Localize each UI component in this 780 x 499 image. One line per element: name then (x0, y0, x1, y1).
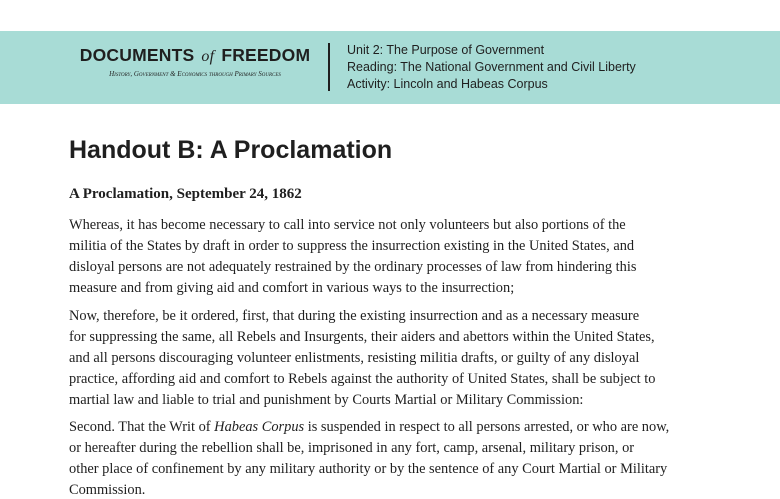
proclamation-heading: A Proclamation, September 24, 1862 (69, 186, 302, 202)
text-segment: is suspended in respect to all persons arrested, or who are now, (304, 419, 670, 435)
paragraph-line: militia of the States by draft in order to suppress the insurrection existing in the United States, and (69, 238, 635, 254)
activity-label: Activity: Lincoln and Habeas Corpus (347, 77, 548, 91)
paragraph-line: for suppressing the same, all Rebels and Insurgents, their aiders and abettors within the United States, (69, 329, 655, 345)
habeas-corpus-italic: Habeas Corpus (214, 419, 305, 435)
text-segment: Second. That the Writ of (69, 419, 215, 435)
documents-of-freedom-logo (75, 44, 315, 79)
brand-title-documents: DOCUMENTS (79, 45, 195, 65)
brand-subtitle: History, Government & Economics through Primary Sources (109, 70, 281, 78)
paragraph-line: Commission. (69, 482, 146, 498)
header-band (0, 31, 780, 104)
brand-title (75, 44, 315, 68)
brand-title-freedom: FREEDOM (221, 45, 311, 65)
paragraph-line (69, 417, 729, 438)
paragraph-whereas (69, 215, 729, 299)
paragraph-line: and all persons discouraging volunteer enlistments, resisting militia drafts, or guilty of any disloyal (69, 350, 640, 366)
paragraph-line: practice, affording aid and comfort to Rebels against the authority of United States, shall be subject to (69, 371, 656, 387)
unit-info (347, 42, 636, 93)
paragraph-second (69, 417, 729, 499)
paragraph-line: or hereafter during the rebellion shall be, imprisoned in any fort, camp, arsenal, military prison, or (69, 440, 635, 456)
paragraph-line: other place of confinement by any military authority or by the sentence of any Court Martial or Military (69, 461, 668, 477)
reading-label: Reading: The National Government and Civil Liberty (347, 60, 636, 74)
unit-label: Unit 2: The Purpose of Government (347, 43, 545, 57)
brand-title-of: of (201, 48, 215, 65)
paragraph-line: Now, therefore, be it ordered, first, that during the existing insurrection and as a necessary measure (69, 308, 640, 324)
header-divider (328, 43, 330, 91)
paragraph-line: martial law and liable to trial and punishment by Courts Martial or Military Commission: (69, 392, 584, 408)
paragraph-line: disloyal persons are not adequately restrained by the ordinary processes of law from hindering this (69, 259, 637, 275)
paragraph-line: measure and from giving aid and comfort in various ways to the insurrection; (69, 280, 515, 296)
paragraph-line: Whereas, it has become necessary to call into service not only volunteers but also portions of the (69, 217, 626, 233)
handout-title: Handout B: A Proclamation (69, 136, 393, 164)
paragraph-now-therefore (69, 306, 729, 411)
